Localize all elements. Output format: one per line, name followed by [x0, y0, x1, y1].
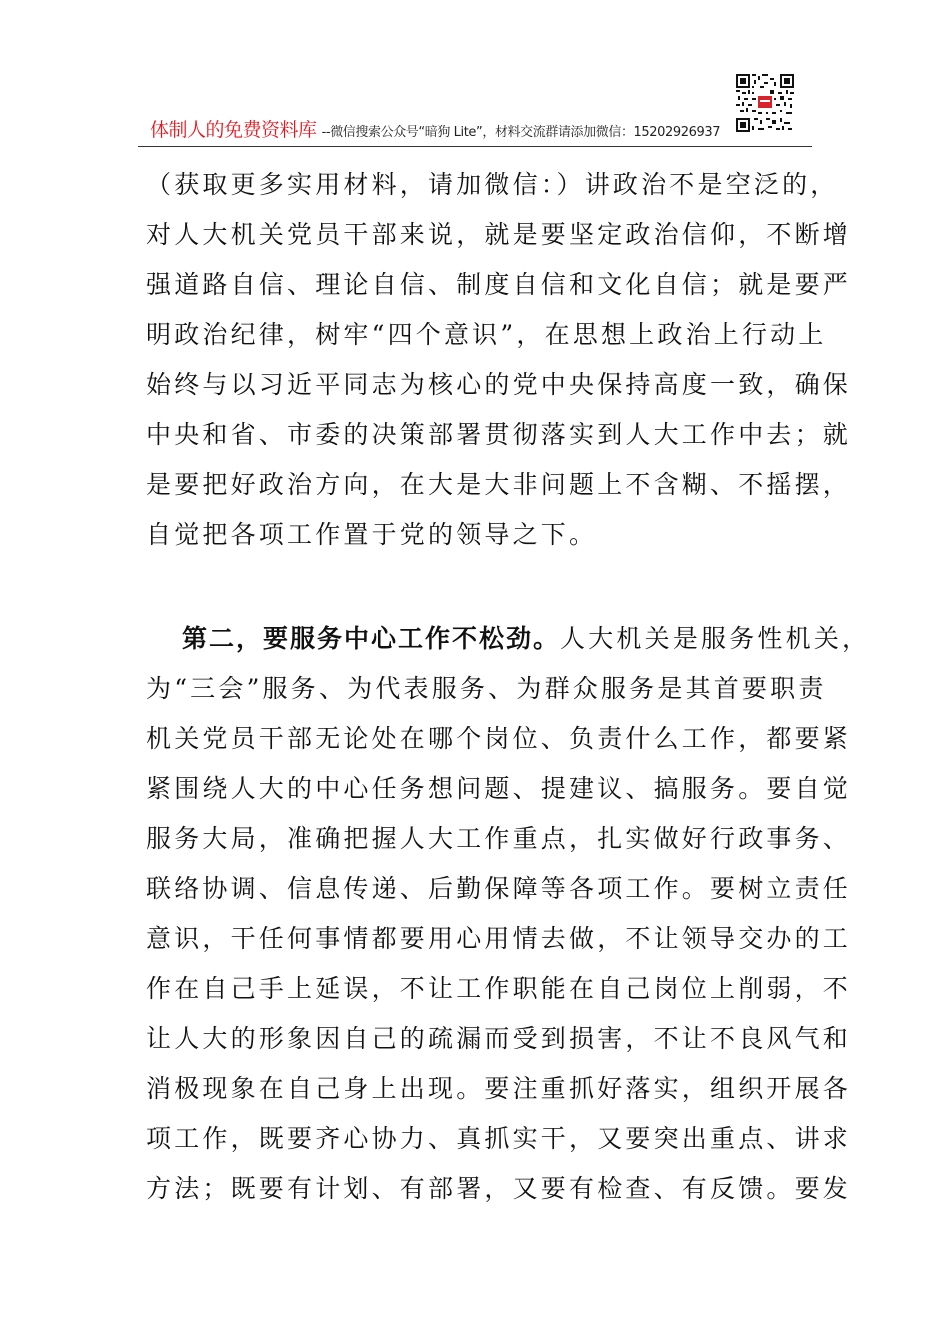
paragraph-gap [146, 560, 810, 614]
paragraph-1 [146, 160, 852, 560]
text-line: 作在自己手上延误，不让工作职能在自己岗位上削弱，不 [146, 974, 852, 1003]
text-line: 机关党员干部无论处在哪个岗位、负责什么工作，都要紧 [146, 724, 852, 753]
text-line: 强道路自信、理论自信、制度自信和文化自信；就是要严 [146, 270, 852, 299]
header-tagline: --微信搜索公众号“暗狗 Lite”，材料交流群请添加微信：15202926937 [321, 125, 721, 140]
paragraph-2 [146, 614, 871, 1214]
text-line: 对人大机关党员干部来说，就是要坚定政治信仰，不断增 [146, 220, 852, 249]
text-line: 自觉把各项工作置于党的领导之下。 [146, 520, 598, 549]
text-line: 意识，干任何事情都要用心用情去做，不让领导交办的工 [146, 924, 852, 953]
header-text [150, 115, 720, 142]
text-line: 服务大局，准确把握人大工作重点，扎实做好行政事务、 [146, 824, 852, 853]
text-line: 方法；既要有计划、有部署，又要有检查、有反馈。要发 [146, 1174, 852, 1203]
text-line: 项工作，既要齐心协力、真抓实干，又要突出重点、讲求 [146, 1124, 852, 1153]
text-line: 明政治纪律，树牢“四个意识”，在思想上政治上行动上 [146, 320, 827, 349]
text-line: 是要把好政治方向，在大是大非问题上不含糊、不摇摆， [146, 470, 852, 499]
text-line: 联络协调、信息传递、后勤保障等各项工作。要树立责任 [146, 874, 852, 903]
text-line: 为“三会”服务、为代表服务、为群众服务是其首要职责 [146, 674, 827, 703]
text-line: 中央和省、市委的决策部署贯彻落实到人大工作中去；就 [146, 420, 852, 449]
text-line: （获取更多实用材料，请加微信：）讲政治不是空泛的， [146, 170, 839, 199]
text-line: 让人大的形象因自己的疏漏而受到损害，不让不良风气和 [146, 1024, 852, 1053]
text-line: 始终与以习近平同志为核心的党中央保持高度一致，确保 [146, 370, 852, 399]
document-body [146, 160, 871, 1214]
brand-title: 体制人的免费资料库 [150, 119, 317, 141]
section-heading: 第二，要服务中心工作不松劲。 [182, 624, 561, 653]
text-span: 人大机关是服务性机关， [560, 624, 871, 653]
page-header [138, 70, 812, 147]
qr-code-icon [736, 74, 794, 132]
text-line: 紧围绕人大的中心任务想问题、提建议、搞服务。要自觉 [146, 774, 852, 803]
text-line: 消极现象在自己身上出现。要注重抓好落实，组织开展各 [146, 1074, 852, 1103]
paragraph-first-line [146, 614, 871, 664]
